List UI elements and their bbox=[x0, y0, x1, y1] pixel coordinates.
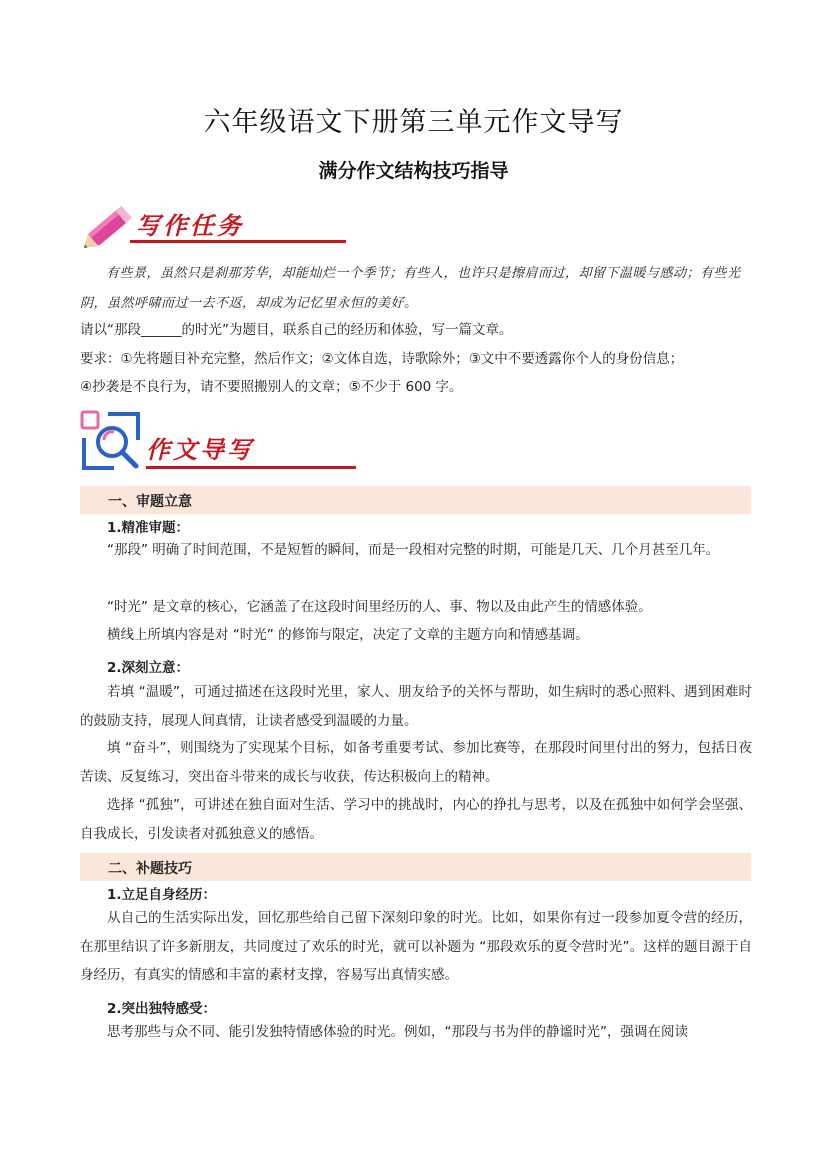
paragraph: 横线上所填内容是对 “时光” 的修饰与限定，决定了文章的主题方向和情感基调。 bbox=[107, 627, 589, 643]
guide-banner-label: 作文导写 bbox=[146, 435, 254, 464]
section-heading-bar bbox=[80, 486, 751, 514]
paragraph: 从自己的生活实际出发，回忆那些给自己留下深刻印象的时光。比如，如果你有过一段参加夏令营的经历，在那里结识了许多新朋友，共同度过了欢乐的时光，就可以补题为 “那段欢乐的夏令营时光”。这样的题目源于自身经历，有真实的情感和丰富的素材支撑，容易写出真情实感。 bbox=[80, 910, 752, 983]
paragraph: 思考那些与众不同、能引发独特情感体验的时光。例如，“那段与书为伴的静谧时光”，强调在阅读 bbox=[107, 1024, 688, 1040]
task-banner-underline bbox=[130, 240, 346, 243]
paragraph: “时光” 是文章的核心，它涵盖了在这段时间里经历的人、事、物以及由此产生的情感体验。 bbox=[107, 599, 652, 615]
page-subtitle: 满分作文结构技巧指导 bbox=[318, 160, 509, 182]
sub-heading: 1.立足自身经历： bbox=[107, 887, 217, 903]
section-heading: 一、审题立意 bbox=[108, 494, 192, 510]
paragraph: 填 “奋斗”，则围绕为了实现某个目标，如备考重要考试、参加比赛等，在那段时间里付出的努力，包括日夜苦读、反复练习，突出奋斗带来的成长与收获，传达积极向上的精神。 bbox=[80, 740, 752, 785]
task-requirement-2: ④抄袭是不良行为，请不要照搬别人的文章；⑤不少于 600 字。 bbox=[80, 379, 463, 395]
sub-heading: 1.精准审题： bbox=[107, 520, 190, 536]
task-instruction: 请以“那段______的时光”为题目，联系自己的经历和体验，写一篇文章。 bbox=[80, 322, 513, 338]
sub-heading: 2.突出独特感受： bbox=[107, 1001, 217, 1017]
guide-banner bbox=[80, 410, 290, 474]
pencil-icon bbox=[80, 198, 140, 254]
page-title: 六年级语文下册第三单元作文导写 bbox=[203, 107, 624, 138]
task-banner-label: 写作任务 bbox=[136, 211, 244, 240]
paragraph: “那段” 明确了时间范围，不是短暂的瞬间，而是一段相对完整的时期，可能是几天、几个月甚至几年。 bbox=[107, 542, 720, 558]
sub-heading: 2.深刻立意： bbox=[107, 660, 190, 676]
task-requirement-1: 要求：①先将题目补充完整，然后作文；②文体自选，诗歌除外；③文中不要透露你个人的身份信息； bbox=[80, 351, 684, 367]
magnifier-icon bbox=[80, 410, 146, 474]
task-prompt: 有些景，虽然只是刹那芳华，却能灿烂一个季节；有些人，也许只是擦肩而过，却留下温暖与感动；有些光阴，虽然呼啸而过一去不返，却成为记忆里永恒的美好。 bbox=[80, 266, 741, 311]
section-heading-bar bbox=[80, 853, 751, 881]
paragraph: 若填 “温暖”，可通过描述在这段时光里，家人、朋友给予的关怀与帮助，如生病时的悉心照料、遇到困难时的鼓励支持，展现人间真情，让读者感受到温暖的力量。 bbox=[80, 684, 752, 729]
guide-banner-underline bbox=[146, 466, 356, 469]
section-heading: 二、补题技巧 bbox=[108, 861, 192, 877]
task-banner bbox=[80, 198, 280, 252]
paragraph: 选择 “孤独”，可讲述在独自面对生活、学习中的挑战时，内心的挣扎与思考，以及在孤独中如何学会坚强、自我成长，引发读者对孤独意义的感悟。 bbox=[80, 797, 752, 842]
